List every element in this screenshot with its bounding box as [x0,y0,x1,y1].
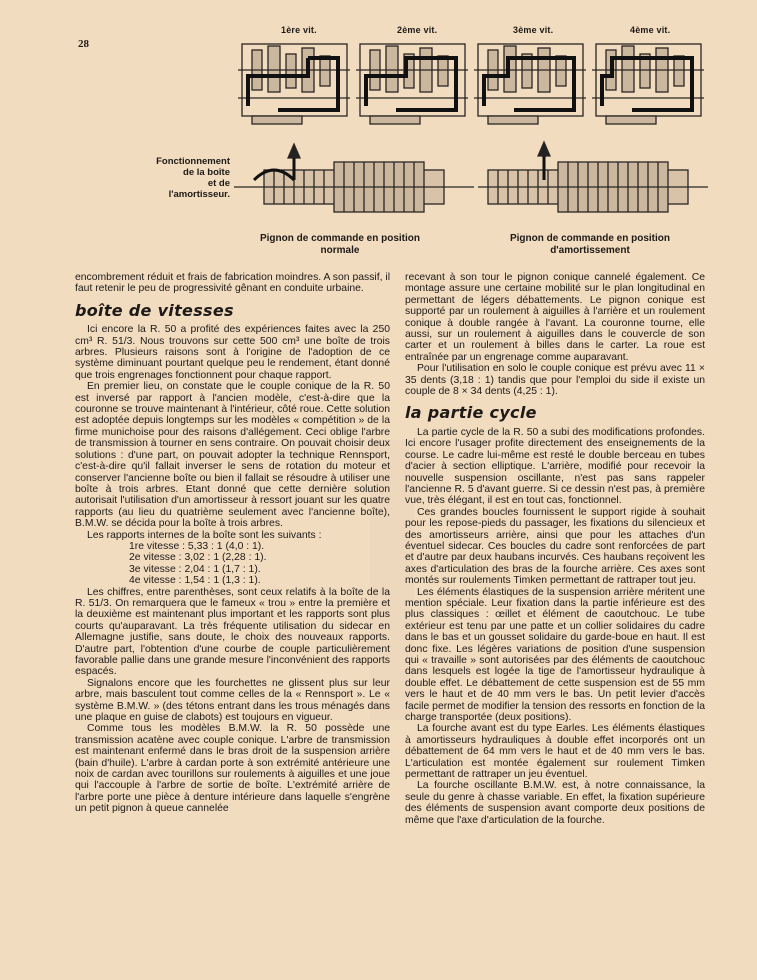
paragraph: En premier lieu, on constate que le couple conique de la R. 50 est inversé par rapport à l'ancien modèle, c'est-à-dire que la couronne se trouve maintenant à l'intérieur, côté roue. Cette solution est adoptée depuis longtemps sur les modèles « compétition » de la firme munichoise pour des raisons d'allégement. Ceci oblige l'arbre de transmission à tourner en sens contraire. On pouvait choisir deux solutions : d'une part, on pouvait adopter la technique Rennsport, c'est-à-dire qu'il fallait inverser le sens de rotation du moteur et conserver l'ancienne boîte ou bien il fallait se résoudre à utiliser une boîte à trois arbres. Etant donné que cette dernière solution autorisait l'utilisation d'un amortisseur à ressort jouant sur les quatre rapports (au lieu du quatrième seulement avec l'ancienne boîte), B.M.W. se décida pour la boîte à trois arbres. [75,381,390,530]
right-column [405,272,705,826]
ratio-item: 2e vitesse : 3,02 : 1 (2,28 : 1). [129,552,267,564]
ratio-item: 1re vitesse : 5,33 : 1 (4,0 : 1). [129,540,265,552]
caption-line: d'amortissement [550,245,630,256]
paragraph: La fourche avant est du type Earles. Les éléments élastiques à amortisseurs hydrauliques à double effet incorporés ont un débattement de 64 mm vers le haut et de 40 mm vers le bas. L'articulation est montée également sur roulement Timken permettant de rattraper un jeu éventuel. [405,723,705,781]
paragraph: Ici encore la R. 50 a profité des expériences faites avec la 250 cm³ R. 51/3. Nous trouvons sur cette 500 cm³ une boîte de trois arbres. Plusieurs raisons sont à l'origine de l'adoption de ce système diminuant pourtant quelque peu le rendement, étant donné que trois engrenages fonctionnent pour chaque rapport. [75,324,390,381]
damper-diagram-damping [478,140,708,230]
page-number: 28 [78,38,89,50]
side-caption-line: l'amortisseur. [168,189,230,200]
caption-line: Pignon de commande en position [509,233,670,244]
paragraph: La fourche oscillante B.M.W. est, à notre connaissance, la seule du genre à chasse variable. En effet, la fixation supérieure des éléments de suspension avant comporte deux positions de même que l'axe d'articulation de la fourche. [405,780,705,826]
paragraph: Ces grandes boucles fournissent le support rigide à souhait pour les repose-pieds du passager, les fixations du silencieux et des amortisseurs arrière, ainsi que pour les attaches d'un éventuel sidecar. Ces boucles du cadre sont renforcées de part et d'autre par deux haubans incurvés. Ces haubans reçoivent les axes d'articulation des bras de la fourche arrière. Ces axes sont montés sur roulements Timken permettant de rattraper tout jeu. [405,506,705,587]
gearbox-diagrams [238,36,708,136]
ratio-list [129,541,390,587]
gear-diagram-4 [592,44,704,124]
gear-label-2: 2ème vit. [397,25,438,35]
section-heading-cycle: la partie cycle [405,403,537,423]
paragraph: Pour l'utilisation en solo le couple conique est prévu avec 11 × 35 dents (3,18 : 1) tandis que pour l'emploi du side il existe un couple de 8 × 34 dents (4,25 : 1). [405,363,705,398]
gear-label-1: 1ère vit. [281,25,317,35]
left-column [75,272,390,815]
paragraph: encombrement réduit et frais de fabrication moindres. A son passif, il faut retenir le peu de progressivité gênant en conduite urbaine. [75,272,390,295]
ratio-item: 4e vitesse : 1,54 : 1 (1,3 : 1). [129,575,261,587]
caption-line: Pignon de commande en position [259,233,420,244]
paragraph: La partie cycle de la R. 50 a subi des modifications profondes. Ici encore l'usager profite directement des enseignements de la course. Le cadre lui-même est resté le double berceau en tubes d'acier à section elliptique. L'arrière, modifié pour recevoir la nouvelle suspension oscillante, n'est pas sans rappeler l'ancienne R. 5 d'avant guerre. Si ce dessin n'est pas, à première vue, très élégant, il est en tout cas, fonctionnel. [405,426,705,507]
paragraph: Signalons encore que les fourchettes ne glissent plus sur leur arbre, mais basculent tout comme celles de la « Rennsport ». Le « système B.M.W. » (des tétons entrant dans les trous ménagés dans une plaque en guise de clabots) est toujours en vigueur. [75,677,390,724]
paragraph: recevant à son tour le pignon conique cannelé également. Ce montage assure une certaine mobilité sur le plan longitudinal en permettant de légers débattements. Le pignon conique est supporté par un roulement à aiguilles à l'arrière et un roulement conique à double rangée à l'avant. La couronne tourne, elle aussi, sur un roulement à aiguilles dans le couvercle de son carter et un roulement à billes dans le carter. La roue est entraînée par un engrenage comme auparavant. [405,272,705,363]
paragraph: Les rapports internes de la boîte sont les suivants : [87,529,322,541]
gear-diagram-1 [238,44,350,124]
gear-diagram-2 [356,44,468,124]
side-caption-line: et de [207,178,230,189]
paragraph: Comme tous les modèles B.M.W. la R. 50 possède une transmission acatène avec couple conique. L'arbre de transmission est maintenant enfermé dans le bras droit de la suspension arrière (bain d'huile). L'arbre à cardan porte à son extrémité antérieure une noix de cardan avec tourillons sur roulements à aiguilles et une joue qui l'accouple à l'arbre de sortie de boîte. L'extrémité arrière de l'arbre porte une pièce à denture intérieure dans laquelle s'engrène un petit pignon à queue cannelée [75,723,390,815]
caption-damping [500,233,680,257]
side-caption-line: Fonctionnement [156,156,230,167]
section-heading-gearbox: boîte de vitesses [75,300,234,320]
gear-label-4: 4ème vit. [630,25,671,35]
damper-diagram-normal [234,140,474,230]
figure-side-caption [120,156,230,200]
ratio-item: 3e vitesse : 2,04 : 1 (1,7 : 1). [129,563,261,575]
caption-normal [250,233,430,257]
caption-line: normale [320,245,360,256]
gear-label-3: 3ème vit. [513,25,554,35]
paragraph: Les chiffres, entre parenthèses, sont ceux relatifs à la boîte de la R. 51/3. On remarquera que le fameux « trou » entre la première et la deuxième est maintenant plus important et les rapports sont plus courts qu'auparavant. La très fréquente utilisation du sidecar en Allemagne justifie, sans doute, le choix des nouveaux rapports. D'autre part, l'obtention d'une courbe de couple particulièrement favorable pallie dans une grande mesure l'inconvénient des rapports espacés. [75,586,390,678]
side-caption-line: de la boîte [183,167,230,178]
paragraph: Les éléments élastiques de la suspension arrière méritent une mention spéciale. Leur fixation dans la partie inférieure est des plus classiques : œillet et élément de caoutchouc. Le tube extérieur est tenu par une patte et un collier solidaires du cadre dans le bas et un gousset solidaire du garde-boue en haut. Il est donc fixe. Les légères variations de position d'une suspension qui « travaille » sont autorisées par des éléments de caoutchouc dans lesquels est logée la tige de l'amortisseur hydraulique à double effet. Le débattement de cette suspension est de 55 mm vers le haut et de 40 mm vers le bas. Un petit levier d'accès facile permet de modifier la tension des ressorts en fonction de la charge transportée (deux positions). [405,586,705,724]
gear-diagram-3 [474,44,586,124]
